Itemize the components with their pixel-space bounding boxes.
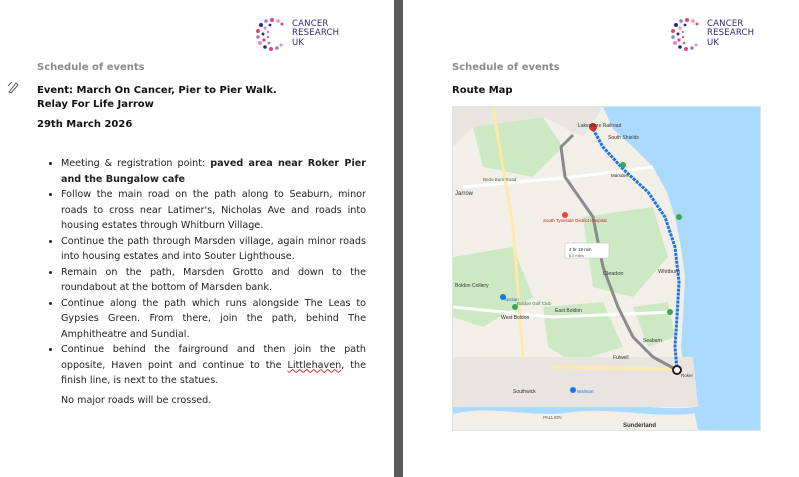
map-label-nissan: Nissan [505,297,519,302]
document-page-right [403,0,799,477]
map-label-east-boldon: East Boldon [555,308,582,314]
place-pin-icon [667,309,673,315]
logo-line-2: RESEARCH [292,28,340,39]
schedule-heading: Schedule of events [452,62,560,73]
route-map-heading: Route Map [452,85,513,96]
route-distance-label: 6.3 miles [569,254,585,258]
map-label-whitburn: Whitburn [658,269,681,275]
list-item [61,156,366,187]
logo-line-1: CANCER [292,18,329,29]
route-map[interactable] [452,106,761,431]
list-item: • Remain on the path, Marsden Grotto and down to the roundabout at the bottom of Marsden bank. [61,265,366,296]
pen-cursor-icon [7,80,19,94]
route-time-label: 2 hr 19 min [569,247,592,252]
end-marker-icon[interactable] [673,366,681,374]
event-title: Event: March On Cancer, Pier to Pier Walk. [37,85,277,96]
list-item-text: Continue behind the fairground and then join the path opposite, Haven point and continue to the [61,344,366,371]
logo-wordmark [707,20,754,49]
route-map-graphic [453,107,760,430]
logo-line-3: UK [292,37,305,48]
map-urban-area [453,357,698,407]
map-label-south-shields: South Shields [608,135,639,141]
cancer-research-uk-logo [254,16,339,52]
list-item-bold: paved area near Roker Pier and the Bungalow cafe [61,158,366,185]
map-label-fulwell: Fulwell [613,355,629,361]
schedule-heading: Schedule of events [37,62,145,73]
cruk-dots-icon [254,16,290,52]
map-label-cleadon: Cleadon [603,271,624,277]
logo-line-2: RESEARCH [707,28,755,39]
map-label-jarrow: Jarrow [455,191,474,197]
map-label-pallion: PALLION [543,415,562,420]
cancer-research-uk-logo [669,16,754,52]
map-label-walmart: Walmart [577,389,594,394]
list-item-text-end: , the finish line, is next to the statues. [61,359,366,386]
document-page-left [0,0,394,477]
list-item: • Continue the path through Marsden village, again minor roads into housing estates and into Souter Lighthouse. [61,234,366,265]
event-date: 29th March 2026 [37,119,133,130]
map-label-bede: Bede Burn Road [483,177,517,182]
map-label-sunderland: Sunderland [623,423,657,429]
map-label-marsden: Marsden [611,173,629,178]
map-label-southwick: Southwick [513,389,536,395]
shop-pin-icon [570,387,576,393]
route-directions-list [44,156,366,389]
map-label-seaburn: Seaburn [643,338,662,344]
place-pin-icon [620,162,626,168]
map-label-roker: Roker [681,373,694,378]
cruk-dots-icon [669,16,705,52]
map-label-lakeshore: Lakeshore Railroad [578,123,622,129]
logo-line-3: UK [707,37,720,48]
page-gutter [394,0,403,477]
list-item [61,342,366,389]
map-label-boldon-colliery: Boldon Colliery [455,283,489,289]
map-label-hospital: South Tyneside District Hospital [543,218,607,223]
logo-wordmark [292,20,339,49]
roads-note: No major roads will be crossed. [61,395,212,406]
logo-line-1: CANCER [707,18,744,29]
place-pin-icon [676,214,682,220]
map-label-west-boldon: West Boldon [501,315,530,321]
list-item: • Follow the main road on the path along to Seaburn, minor roads to cross near Latimer's, Nicholas Ave and roads into housing estates through Whitburn Village. [61,187,366,234]
spellcheck-word: Littlehaven [287,359,342,371]
map-label-boldon-golf: Boldon Golf Club [517,301,552,306]
list-item: • Continue along the path which runs alongside The Leas to Gypsies Green. From there, join the path, behind The Amphitheatre and Sundial. [61,296,366,343]
map-road [553,367,683,369]
list-item-text: Meeting & registration point: [61,158,211,169]
relay-title: Relay For Life Jarrow [37,99,154,110]
